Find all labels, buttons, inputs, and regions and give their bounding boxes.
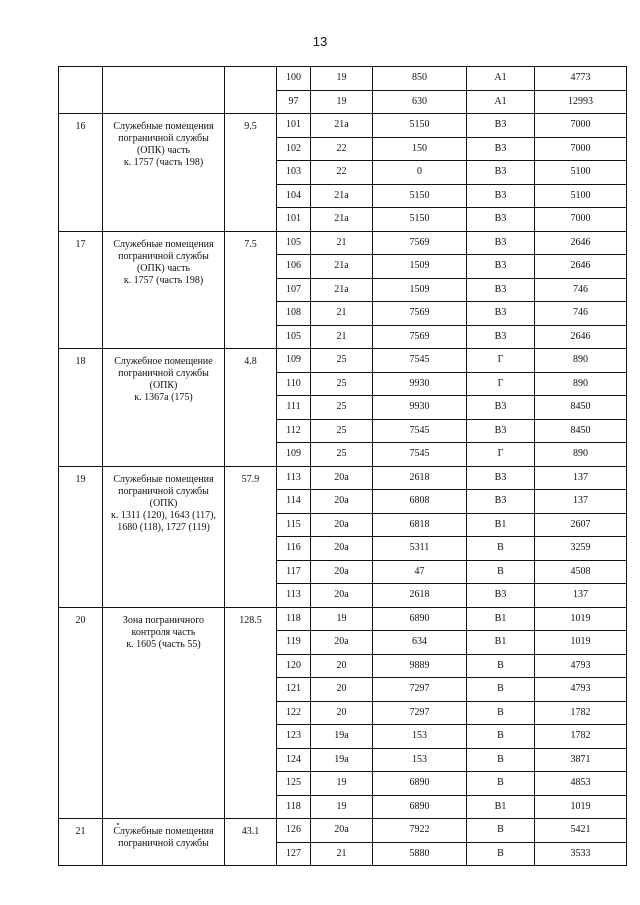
point-number: 104 (277, 184, 311, 208)
row-number (59, 67, 103, 114)
coord-sheet: 20a (311, 513, 373, 537)
coord-sheet: 21 (311, 842, 373, 866)
premises-description (103, 231, 225, 349)
coord-sheet: 19 (311, 67, 373, 91)
coord-class: B3 (467, 325, 535, 349)
point-number: 109 (277, 349, 311, 373)
coord-y: 3871 (535, 748, 627, 772)
coord-class: B3 (467, 137, 535, 161)
point-number: 105 (277, 231, 311, 255)
coord-y: 5100 (535, 184, 627, 208)
coord-x: 7545 (373, 419, 467, 443)
coord-x: 7545 (373, 349, 467, 373)
coord-sheet: 19 (311, 795, 373, 819)
coord-sheet: 21 (311, 325, 373, 349)
coord-class: B (467, 819, 535, 843)
area-value: 4.8 (225, 349, 277, 467)
coord-class: B3 (467, 231, 535, 255)
row-number: 17 (59, 231, 103, 349)
description-line: (ОПК) часть (136, 145, 191, 156)
coord-sheet: 19a (311, 725, 373, 749)
coord-x: 5880 (373, 842, 467, 866)
coord-sheet: 20a (311, 490, 373, 514)
coord-x: 6890 (373, 795, 467, 819)
row-number: 19 (59, 466, 103, 607)
coord-class: B3 (467, 419, 535, 443)
coord-sheet: 20a (311, 537, 373, 561)
point-number: 119 (277, 631, 311, 655)
coord-x: 850 (373, 67, 467, 91)
point-number: 118 (277, 607, 311, 631)
coord-x: 7297 (373, 678, 467, 702)
coord-sheet: 21a (311, 278, 373, 302)
coord-class: B (467, 654, 535, 678)
coord-class: B (467, 537, 535, 561)
coord-y: 137 (535, 584, 627, 608)
coord-y: 4793 (535, 654, 627, 678)
coord-class: B (467, 725, 535, 749)
area-value: 57.9 (225, 466, 277, 607)
point-number: 121 (277, 678, 311, 702)
coord-sheet: 21a (311, 255, 373, 279)
coord-sheet: 20 (311, 654, 373, 678)
coord-y: 4508 (535, 560, 627, 584)
coord-x: 153 (373, 748, 467, 772)
point-number: 117 (277, 560, 311, 584)
coord-class: B (467, 678, 535, 702)
table-row (59, 819, 627, 843)
coord-sheet: 21a (311, 114, 373, 138)
scan-speck (117, 823, 119, 825)
coord-x: 6818 (373, 513, 467, 537)
coord-y: 7000 (535, 137, 627, 161)
coord-x: 2618 (373, 584, 467, 608)
coord-x: 7297 (373, 701, 467, 725)
coord-sheet: 21 (311, 302, 373, 326)
coord-y: 137 (535, 490, 627, 514)
table-row (59, 466, 627, 490)
description-line: пограничной службы (118, 133, 209, 144)
table-row (59, 114, 627, 138)
area-value (225, 67, 277, 114)
coord-class: B1 (467, 607, 535, 631)
area-value: 7.5 (225, 231, 277, 349)
coord-x: 7545 (373, 443, 467, 467)
coord-y: 4773 (535, 67, 627, 91)
coord-x: 634 (373, 631, 467, 655)
coord-y: 1782 (535, 701, 627, 725)
coord-y: 890 (535, 349, 627, 373)
coord-sheet: 25 (311, 372, 373, 396)
description-line: Служебное помещение (114, 356, 213, 367)
coord-y: 746 (535, 278, 627, 302)
coord-class: B (467, 842, 535, 866)
coord-sheet: 25 (311, 396, 373, 420)
description-line: Служебные помещения (113, 473, 214, 485)
coord-class: B3 (467, 161, 535, 185)
coord-sheet: 20a (311, 560, 373, 584)
point-number: 110 (277, 372, 311, 396)
point-number: 101 (277, 114, 311, 138)
coord-sheet: 20a (311, 819, 373, 843)
point-number: 107 (277, 278, 311, 302)
description-line: Зона пограничного (122, 614, 205, 626)
coord-y: 7000 (535, 114, 627, 138)
premises-description (103, 466, 225, 607)
point-number: 108 (277, 302, 311, 326)
coord-sheet: 20a (311, 466, 373, 490)
coord-y: 1019 (535, 607, 627, 631)
coord-class: B (467, 701, 535, 725)
coord-sheet: 20a (311, 631, 373, 655)
point-number: 109 (277, 443, 311, 467)
coord-class: B (467, 772, 535, 796)
coord-y: 8450 (535, 419, 627, 443)
coordinates-table (58, 66, 627, 866)
coord-sheet: 20 (311, 678, 373, 702)
coord-class: Г (467, 349, 535, 373)
point-number: 101 (277, 208, 311, 232)
coord-class: B3 (467, 466, 535, 490)
point-number: 115 (277, 513, 311, 537)
coord-x: 630 (373, 90, 467, 114)
coord-class: Г (467, 443, 535, 467)
description-line: пограничной службы (118, 838, 209, 849)
description-line: к. 1757 (часть 198) (123, 157, 204, 168)
description-line: 1680 (118), 1727 (119) (117, 521, 210, 533)
point-number: 100 (277, 67, 311, 91)
coord-y: 4793 (535, 678, 627, 702)
coord-class: B1 (467, 795, 535, 819)
coord-class: B3 (467, 396, 535, 420)
area-value: 9.5 (225, 114, 277, 232)
premises-description (103, 114, 225, 232)
description-line: контроля часть (131, 626, 196, 638)
coord-class: B3 (467, 255, 535, 279)
description-line: (ОПК) часть (136, 262, 191, 274)
coord-y: 3259 (535, 537, 627, 561)
description-line: к. 1367a (175) (134, 392, 193, 403)
coord-sheet: 22 (311, 137, 373, 161)
point-number: 97 (277, 90, 311, 114)
coord-class: B1 (467, 513, 535, 537)
coord-sheet: 19 (311, 90, 373, 114)
point-number: 126 (277, 819, 311, 843)
coord-class: A1 (467, 67, 535, 91)
coord-class: A1 (467, 90, 535, 114)
coord-x: 5150 (373, 184, 467, 208)
coord-class: B3 (467, 278, 535, 302)
table-row (59, 231, 627, 255)
point-number: 123 (277, 725, 311, 749)
point-number: 127 (277, 842, 311, 866)
point-number: 124 (277, 748, 311, 772)
coord-y: 7000 (535, 208, 627, 232)
coord-y: 746 (535, 302, 627, 326)
coord-y: 5421 (535, 819, 627, 843)
coord-x: 6890 (373, 772, 467, 796)
coord-sheet: 25 (311, 349, 373, 373)
coord-y: 1782 (535, 725, 627, 749)
coord-sheet: 22 (311, 161, 373, 185)
coord-class: B3 (467, 208, 535, 232)
point-number: 116 (277, 537, 311, 561)
premises-description (103, 607, 225, 819)
coord-x: 1509 (373, 255, 467, 279)
coord-y: 2646 (535, 255, 627, 279)
coord-sheet: 25 (311, 443, 373, 467)
coord-y: 12993 (535, 90, 627, 114)
description-line: пограничной службы (118, 485, 209, 497)
premises-description (103, 349, 225, 467)
point-number: 113 (277, 584, 311, 608)
description-line: к. 1311 (120), 1643 (117), (111, 509, 216, 521)
coord-y: 1019 (535, 795, 627, 819)
premises-description (103, 67, 225, 114)
coord-x: 6808 (373, 490, 467, 514)
description-line: Служебные помещения (113, 826, 214, 837)
point-number: 113 (277, 466, 311, 490)
description-line: (ОПК) (149, 497, 178, 509)
description-line: Служебные помещения (113, 238, 214, 250)
coord-y: 5100 (535, 161, 627, 185)
coord-sheet: 19 (311, 772, 373, 796)
row-number: 16 (59, 114, 103, 232)
area-value: 43.1 (225, 819, 277, 866)
coord-x: 7569 (373, 325, 467, 349)
coord-x: 0 (373, 161, 467, 185)
coord-y: 8450 (535, 396, 627, 420)
point-number: 125 (277, 772, 311, 796)
coord-y: 890 (535, 372, 627, 396)
coord-x: 9930 (373, 372, 467, 396)
coord-x: 153 (373, 725, 467, 749)
coord-x: 5311 (373, 537, 467, 561)
point-number: 102 (277, 137, 311, 161)
coord-class: B3 (467, 184, 535, 208)
description-line: (ОПК) (149, 380, 178, 391)
coord-sheet: 19a (311, 748, 373, 772)
row-number: 20 (59, 607, 103, 819)
description-line: к. 1605 (часть 55) (126, 638, 201, 650)
row-number: 18 (59, 349, 103, 467)
description-line: Служебные помещения (113, 121, 214, 132)
coord-x: 5150 (373, 208, 467, 232)
coord-sheet: 20a (311, 584, 373, 608)
point-number: 120 (277, 654, 311, 678)
coord-x: 1509 (373, 278, 467, 302)
point-number: 112 (277, 419, 311, 443)
point-number: 105 (277, 325, 311, 349)
table-row (59, 67, 627, 91)
coord-class: B3 (467, 490, 535, 514)
description-line: пограничной службы (118, 250, 209, 262)
coord-y: 2646 (535, 231, 627, 255)
coord-y: 1019 (535, 631, 627, 655)
coord-x: 2618 (373, 466, 467, 490)
point-number: 111 (277, 396, 311, 420)
coord-class: B3 (467, 584, 535, 608)
table-row (59, 349, 627, 373)
coord-x: 47 (373, 560, 467, 584)
coord-sheet: 19 (311, 607, 373, 631)
coord-x: 5150 (373, 114, 467, 138)
coord-x: 150 (373, 137, 467, 161)
point-number: 103 (277, 161, 311, 185)
point-number: 106 (277, 255, 311, 279)
description-line: пограничной службы (118, 368, 209, 379)
coord-y: 3533 (535, 842, 627, 866)
coord-y: 4853 (535, 772, 627, 796)
page-number: 13 (312, 34, 328, 49)
coord-y: 137 (535, 466, 627, 490)
coord-class: B3 (467, 302, 535, 326)
coord-y: 2607 (535, 513, 627, 537)
coord-class: B3 (467, 114, 535, 138)
coord-x: 7569 (373, 231, 467, 255)
coord-x: 7922 (373, 819, 467, 843)
description-line: к. 1757 (часть 198) (123, 274, 204, 286)
coord-x: 9930 (373, 396, 467, 420)
coord-y: 2646 (535, 325, 627, 349)
coord-class: Г (467, 372, 535, 396)
point-number: 114 (277, 490, 311, 514)
point-number: 122 (277, 701, 311, 725)
coord-class: B (467, 748, 535, 772)
row-number: 21 (59, 819, 103, 866)
premises-description (103, 819, 225, 866)
point-number: 118 (277, 795, 311, 819)
coord-x: 6890 (373, 607, 467, 631)
coord-y: 890 (535, 443, 627, 467)
coord-sheet: 20 (311, 701, 373, 725)
coord-sheet: 21a (311, 184, 373, 208)
coord-class: B1 (467, 631, 535, 655)
coord-class: B (467, 560, 535, 584)
coord-sheet: 21 (311, 231, 373, 255)
table-row (59, 607, 627, 631)
coord-x: 7569 (373, 302, 467, 326)
coord-sheet: 21a (311, 208, 373, 232)
coord-x: 9889 (373, 654, 467, 678)
area-value: 128.5 (225, 607, 277, 819)
coord-sheet: 25 (311, 419, 373, 443)
